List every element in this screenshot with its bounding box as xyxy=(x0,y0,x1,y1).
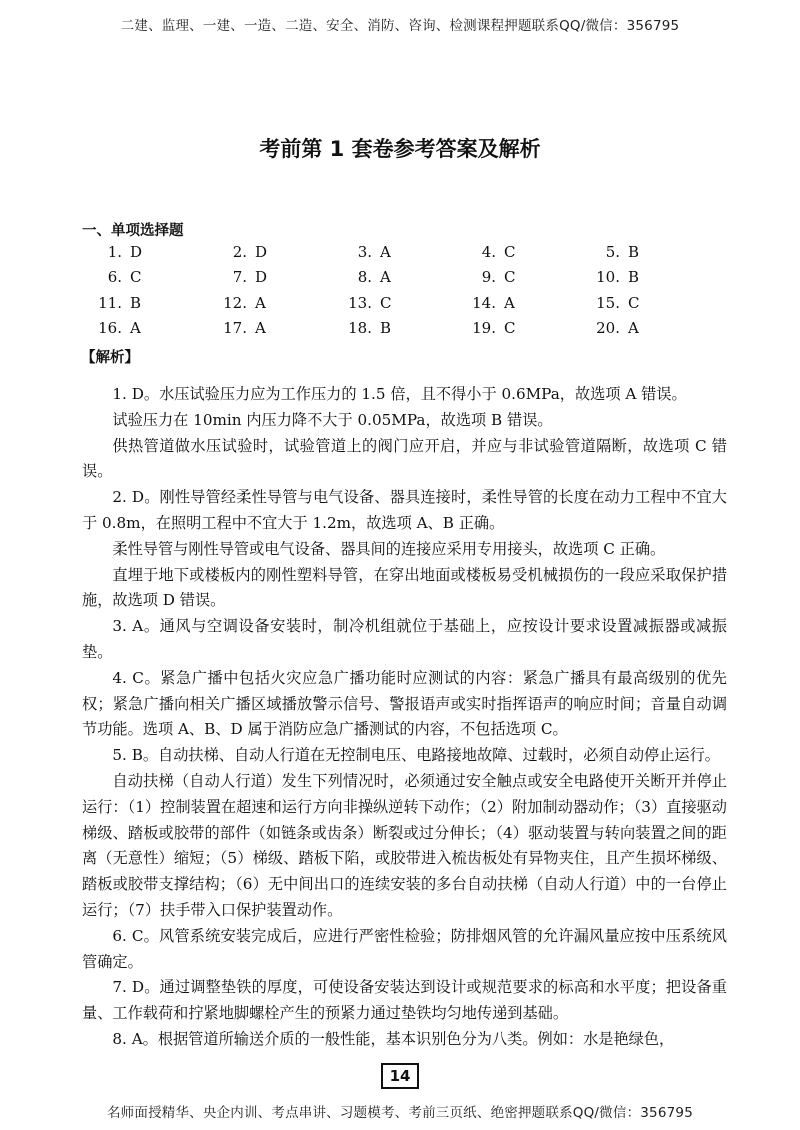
question-number: 7. xyxy=(232,268,247,287)
question-number: 11. xyxy=(98,293,122,312)
answer-item xyxy=(464,267,564,287)
answer-letter: A xyxy=(255,293,266,312)
question-number: 6. xyxy=(107,268,122,287)
answer-letter: D xyxy=(130,243,143,261)
answer-letter: A xyxy=(628,318,639,337)
explanation-paragraph: 自动扶梯（自动人行道）发生下列情况时，必须通过安全触点或安全电路使开关断开并停止运行：（1）控制装置在超速和运行方向非操纵逆转下动作；（2）附加制动器动作；（3）直接驱动梯级、踏板或胶带的部件（如链条或齿条）断裂或过分伸长；（4）驱动装置与转向装置之间的距离（无意性）缩短；（5）梯级、踏板下陷，或胶带进入梳齿板处有异物夹住，且产生损坏梯级、踏板或胶带支撑结构；（6）无中间出口的连续安装的多台自动扶梯（自动人行道）中的一台停止运行；（7）扶手带入口保护装置动作。 xyxy=(82,771,727,919)
answer-item xyxy=(588,267,688,287)
explanation-paragraph: 3. A。通风与空调设备安装时，制冷机组就位于基础上，应按设计要求设置减振器或减振垫。 xyxy=(82,617,727,661)
answer-letter: A xyxy=(130,318,141,337)
answer-item xyxy=(340,293,440,313)
question-number: 15. xyxy=(596,293,620,312)
explanation-body xyxy=(82,382,727,1053)
answer-letter: C xyxy=(130,268,142,287)
question-number: 19. xyxy=(472,318,496,337)
answer-item xyxy=(215,318,315,338)
question-number: 8. xyxy=(357,268,372,287)
answer-letter: A xyxy=(504,293,515,312)
answer-item xyxy=(340,267,440,287)
answer-letter: C xyxy=(504,268,516,287)
explanation-paragraph: 试验压力在 10min 内压力降不大于 0.05MPa，故选项 B 错误。 xyxy=(112,410,553,429)
answer-letter: B xyxy=(380,318,392,337)
answer-row xyxy=(90,318,650,343)
answer-item xyxy=(588,242,688,262)
section-heading: 一、单项选择题 xyxy=(82,223,184,239)
question-number: 4. xyxy=(481,243,496,261)
answer-letter: C xyxy=(628,293,640,312)
answer-letter: A xyxy=(255,318,266,337)
answer-letter: B xyxy=(628,268,640,287)
question-number: 16. xyxy=(98,318,122,337)
answer-item xyxy=(90,318,190,338)
explanation-paragraph: 供热管道做水压试验时，试验管道上的阀门应开启，并应与非试验管道隔断，故选项 C 错误。 xyxy=(82,436,727,481)
answer-row xyxy=(90,242,650,267)
answer-letter: A xyxy=(380,268,391,287)
question-number: 14. xyxy=(472,293,496,312)
explanation-paragraph: 2. D。刚性导管经柔性导管与电气设备、器具连接时，柔性导管的长度在动力工程中不宜大于 0.8m，在照明工程中不宜大于 1.2m，故选项 A、B 正确。 xyxy=(82,488,727,532)
question-number: 5. xyxy=(605,243,620,261)
answer-item xyxy=(464,242,564,262)
answer-item xyxy=(588,318,688,338)
explanation-paragraph: 1. D。水压试验压力应为工作压力的 1.5 倍，且不得小于 0.6MPa，故选项 A 错误。 xyxy=(112,385,687,403)
question-number: 20. xyxy=(596,318,620,337)
explanation-paragraph: 柔性导管与刚性导管或电气设备、器具间的连接应采用专用接头，故选项 C 正确。 xyxy=(112,539,666,558)
question-number: 2. xyxy=(232,243,247,261)
answer-grid xyxy=(90,242,650,343)
answer-item xyxy=(90,293,190,313)
question-number: 9. xyxy=(481,268,496,287)
page-number: 14 xyxy=(381,1063,419,1089)
question-number: 18. xyxy=(348,318,372,337)
answer-item xyxy=(340,318,440,338)
answer-letter: D xyxy=(255,268,268,287)
answer-letter: C xyxy=(380,293,392,312)
question-number: 12. xyxy=(223,293,247,312)
answer-item xyxy=(215,267,315,287)
explanation-paragraph: 8. A。根据管道所输送介质的一般性能，基本识别色分为八类。例如：水是艳绿色， xyxy=(112,1029,675,1048)
explanation-paragraph: 7. D。通过调整垫铁的厚度，可使设备安装达到设计或规范要求的标高和水平度；把设备重量、工作载荷和拧紧地脚螺栓产生的预紧力通过垫铁均匀地传递到基础。 xyxy=(82,978,727,1023)
answer-item xyxy=(215,242,315,262)
header-banner: 二建、监理、一建、一造、二造、安全、消防、咨询、检测课程押题联系QQ/微信：356795 xyxy=(120,18,680,34)
answer-letter: C xyxy=(504,318,516,337)
answer-row xyxy=(90,267,650,292)
answer-item xyxy=(340,242,440,262)
answer-row xyxy=(90,293,650,318)
explanation-paragraph: 直埋于地下或楼板内的刚性塑料导管，在穿出地面或楼板易受机械损伤的一段应采取保护措施，故选项 D 错误。 xyxy=(82,565,727,610)
question-number: 10. xyxy=(596,268,620,287)
answer-letter: D xyxy=(255,243,268,261)
answer-item xyxy=(588,293,688,313)
question-number: 3. xyxy=(357,243,372,261)
answer-item xyxy=(90,267,190,287)
page-title: 考前第 1 套卷参考答案及解析 xyxy=(259,137,541,161)
answer-item xyxy=(464,293,564,313)
explanation-heading: 【解析】 xyxy=(81,350,139,366)
question-number: 1. xyxy=(107,243,122,261)
explanation-paragraph: 6. C。风管系统安装完成后，应进行严密性检验；防排烟风管的允许漏风量应按中压系统风管确定。 xyxy=(82,926,727,971)
question-number: 13. xyxy=(348,293,372,312)
answer-item xyxy=(215,293,315,313)
explanation-paragraph: 4. C。紧急广播中包括火灾应急广播功能时应测试的内容：紧急广播具有最高级别的优先权；紧急广播向相关广播区域播放警示信号、警报语声或实时指挥语声的响应时间；音量自动调节功能。选项 A、B、D 属于消防应急广播测试的内容，不包括选项 C。 xyxy=(82,668,727,739)
answer-letter: B xyxy=(628,243,640,261)
answer-item xyxy=(464,318,564,338)
answer-letter: A xyxy=(380,243,391,261)
question-number: 17. xyxy=(223,318,247,337)
explanation-paragraph: 5. B。自动扶梯、自动人行道在无控制电压、电路接地故障、过载时，必须自动停止运行。 xyxy=(112,746,720,765)
answer-letter: B xyxy=(130,293,142,312)
footer-banner: 名师面授精华、央企内训、考点串讲、习题模考、考前三页纸、绝密押题联系QQ/微信：356795 xyxy=(106,1105,694,1121)
answer-item xyxy=(90,242,190,262)
answer-letter: C xyxy=(504,243,516,261)
